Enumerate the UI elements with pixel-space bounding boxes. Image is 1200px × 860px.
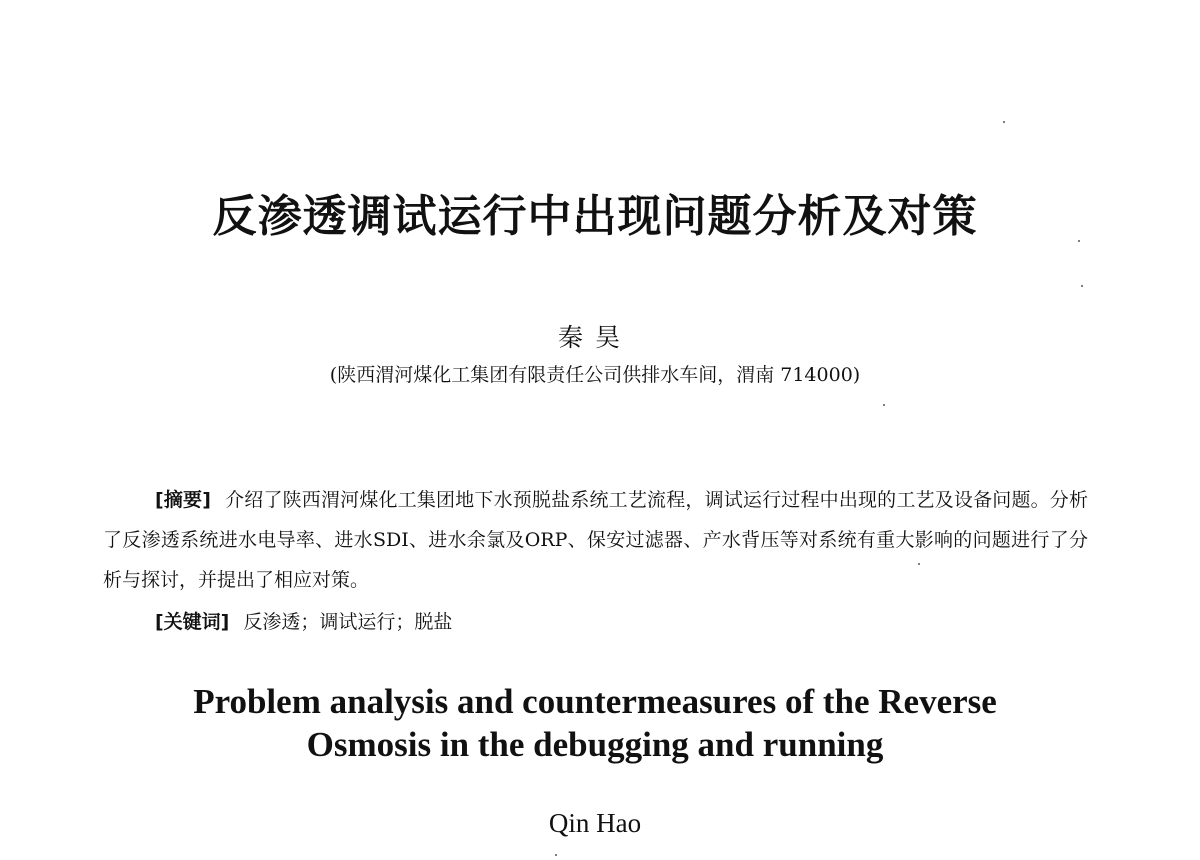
author-affiliation: (陕西渭河煤化工集团有限责任公司供排水车间，渭南 714000) xyxy=(329,364,861,386)
keywords-line xyxy=(155,602,452,642)
keywords-label: [关键词] xyxy=(155,611,230,633)
scan-speck xyxy=(1003,121,1005,123)
english-title-line-1: Problem analysis and countermeasures of the Reverse xyxy=(193,682,997,721)
scan-speck xyxy=(1078,240,1080,242)
keywords-text: 反渗透；调试运行；脱盐 xyxy=(243,611,453,633)
scan-speck xyxy=(1081,285,1083,287)
english-author: Qin Hao xyxy=(548,808,642,838)
abstract-label: [摘要] xyxy=(155,489,211,511)
chinese-title: 反渗透调试运行中出现问题分析及对策 xyxy=(212,191,978,242)
abstract-text: 介绍了陕西渭河煤化工集团地下水预脱盐系统工艺流程，调试运行过程中出现的工艺及设备问题。分析了反渗透系统进水电导率、进水SDI、进水余氯及ORP、保安过滤器、产水背压等对系统有重大影响的问题进行了分析与探讨，并提出了相应对策。 xyxy=(103,489,1088,591)
abstract-paragraph xyxy=(103,480,1088,600)
english-title-line-2: Osmosis in the debugging and running xyxy=(306,725,884,764)
chinese-author: 秦昊 xyxy=(557,323,632,352)
scan-speck xyxy=(555,854,557,856)
english-title xyxy=(0,680,1190,766)
scan-speck xyxy=(918,563,920,565)
scan-speck xyxy=(883,404,885,406)
